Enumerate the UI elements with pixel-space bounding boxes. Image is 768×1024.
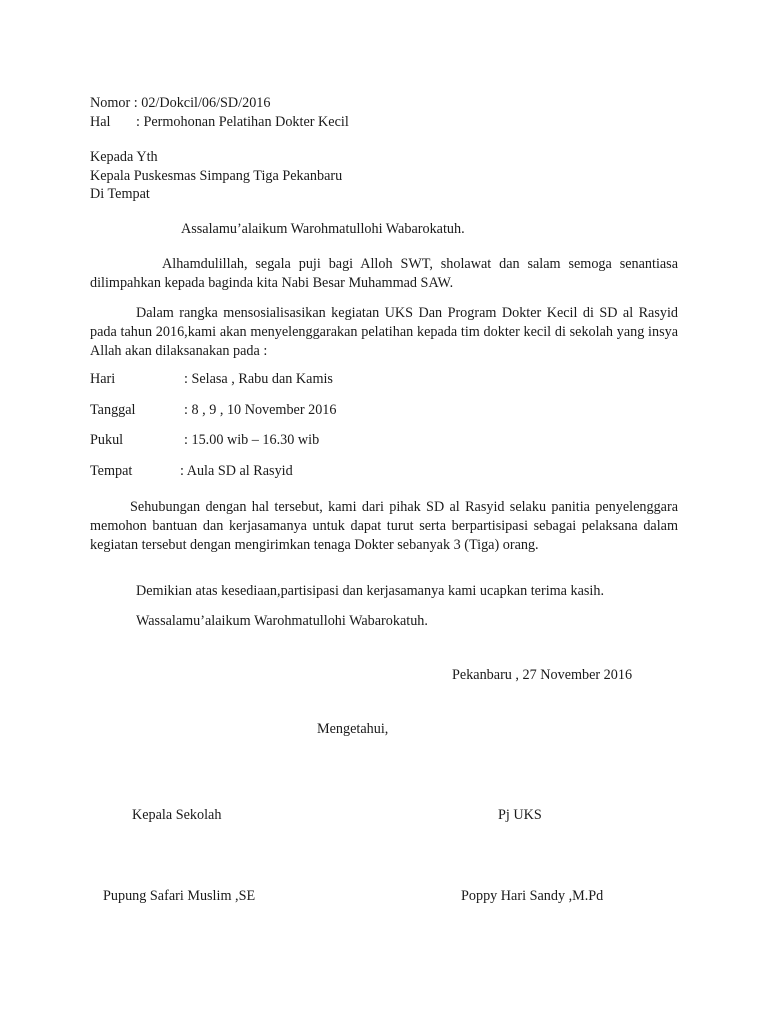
- detail-row-place: [90, 462, 293, 480]
- detail-label: Pukul: [90, 432, 124, 448]
- letter-subject: [90, 113, 349, 131]
- acknowledgement-label: Mengetahui,: [317, 721, 389, 737]
- signatory-name-right: Poppy Hari Sandy ,M.Pd: [461, 888, 604, 904]
- recipient-line-1: Kepada Yth: [90, 149, 158, 165]
- detail-row-time: [90, 431, 319, 449]
- paragraph-purpose: Dalam rangka mensosialisasikan kegiatan UKS Dan Program Dokter Kecil di SD al Rasyid pada tahun 2016,kami akan menyelenggarakan pelatihan kepada tim dokter kecil di sekolah yang insya Allah akan dilaksanakan pada :: [90, 305, 678, 359]
- signatory-title-right: Pj UKS: [498, 807, 542, 823]
- detail-value: : Selasa , Rabu dan Kamis: [184, 371, 333, 387]
- subject-value: : Permohonan Pelatihan Dokter Kecil: [136, 114, 349, 130]
- recipient-line-2: Kepala Puskesmas Simpang Tiga Pekanbaru: [90, 168, 343, 184]
- closing-greeting: Wassalamu’alaikum Warohmatullohi Wabarokatuh.: [136, 613, 428, 629]
- paragraph-request: Sehubungan dengan hal tersebut, kami dari pihak SD al Rasyid selaku panitia penyelenggara memohon bantuan dan kerjasamanya untuk dapat turut serta berpartisipasi sebagai pelaksana dalam kegiatan tersebut dengan mengirimkan tenaga Dokter sebanyak 3 (Tiga) orang.: [90, 499, 678, 553]
- detail-row-date: [90, 401, 337, 419]
- signatory-name-left: Pupung Safari Muslim ,SE: [103, 888, 256, 904]
- detail-value: : 15.00 wib – 16.30 wib: [184, 432, 320, 448]
- detail-value: : Aula SD al Rasyid: [180, 463, 293, 479]
- paragraph-praise: Alhamdulillah, segala puji bagi Alloh SWT, sholawat dan salam semoga senantiasa dilimpahkan kepada baginda kita Nabi Besar Muhammad SAW.: [90, 256, 678, 291]
- detail-label: Tempat: [90, 463, 133, 479]
- detail-label: Tanggal: [90, 402, 136, 418]
- detail-label: Hari: [90, 371, 116, 387]
- letter-number: Nomor : 02/Dokcil/06/SD/2016: [90, 95, 271, 111]
- recipient-line-3: Di Tempat: [90, 186, 150, 202]
- detail-row-day: [90, 370, 333, 388]
- closing-thanks: Demikian atas kesediaan,partisipasi dan kerjasamanya kami ucapkan terima kasih.: [136, 583, 605, 599]
- opening-greeting: Assalamu’alaikum Warohmatullohi Wabarokatuh.: [181, 221, 465, 237]
- subject-label: Hal: [90, 114, 111, 130]
- place-date: Pekanbaru , 27 November 2016: [452, 667, 633, 683]
- detail-value: : 8 , 9 , 10 November 2016: [184, 402, 337, 418]
- signatory-title-left: Kepala Sekolah: [132, 807, 222, 823]
